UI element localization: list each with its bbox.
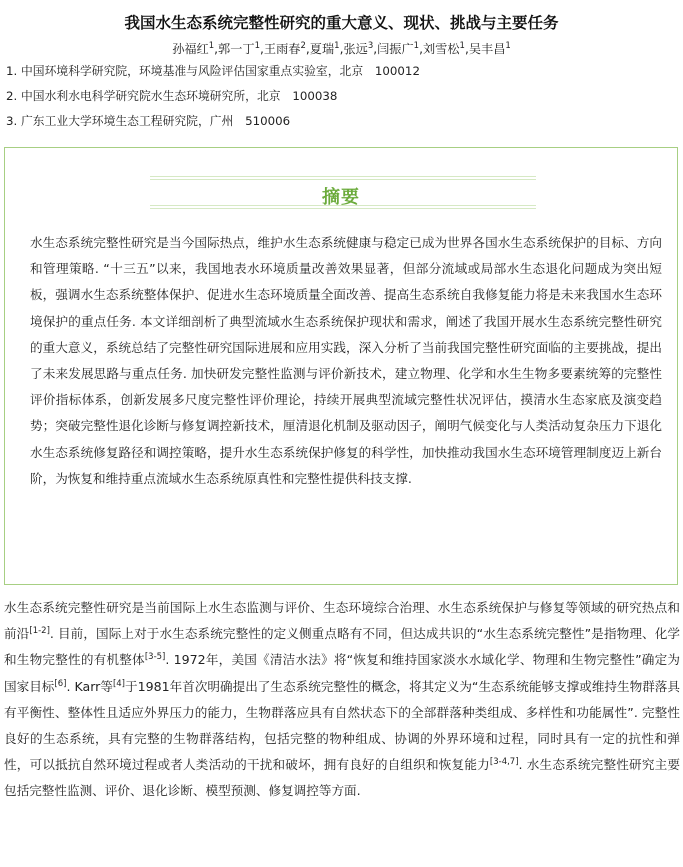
abstract-heading: 摘要: [322, 187, 360, 208]
abstract-text: 水生态系统完整性研究是当今国际热点，维护水生态系统健康与稳定已成为世界各国水生态系统保护的目标、方向和管理策略. “十三五”以来，我国地表水环境质量改善效果显著，但部分流域或局部水生态退化问题成为突出短板，强调水生态系统整体保护、促进水生态环境质量全面改善、提高生态系统自我修复能力将是未来我国水生态环境保护的重点任务. 本文详细剖析了典型流域水生态系统保护现状和需求，阐述了我国开展水生态系统完整性研究的重大意义，系统总结了完整性研究国际进展和应用实践，深入分析了当前我国完整性研究面临的主要挑战，提出了未来发展思路与重点任务. 加快研发完整性监测与评价新技术，建立物理、化学和水生生物多要素统筹的完整性评价指标体系，创新发展多尺度完整性评价理论，持续开展典型流域完整性状况评估，摸清水生态家底及演变趋势；突破完整性退化诊断与修复调控新技术，厘清退化机制及驱动因子，阐明气候变化与人类活动复杂压力下退化水生态系统修复路径和调控策略，提升水生态系统保护修复的科学性，加快推动我国水生态环境管理制度迈上新台阶，为恢复和维持重点流域水生态系统原真性和完整性提供科技支撑.: [30, 235, 662, 486]
author-name: 吴丰昌: [468, 42, 506, 56]
author-name: 闫振广: [377, 42, 414, 56]
author-affiliation-mark: 1: [208, 40, 215, 51]
body-text: 水生态系统完整性研究是当前国际上水生态监测与评价、生态环境综合治理、水生态系统保护与修复等领域的研究热点和前沿: [4, 600, 680, 642]
author-name: 夏瑞: [309, 42, 335, 56]
body-text: . Karr等: [66, 678, 113, 694]
author-name: 王雨春: [263, 42, 301, 56]
author-separator: ,: [419, 42, 423, 56]
author-name: 孙福红: [172, 42, 209, 56]
author-separator: ,: [305, 42, 310, 56]
author-affiliation-mark: 1: [413, 40, 420, 51]
abstract-divider: [150, 176, 536, 177]
affiliation-list: [0, 59, 683, 134]
author-list: [0, 39, 683, 59]
affiliation-1: 1. 中国环境科学研究院，环境基准与风险评估国家重点实验室，北京 100012: [6, 64, 420, 78]
author-separator: ,: [214, 42, 219, 56]
body-text: . 1972年，美国《清洁水法》将“恢复和维持国家淡水水域化学、物理和生物完整性”确定为国家目标: [4, 652, 681, 694]
author-affiliation-mark: 1: [254, 40, 261, 51]
paper-title: 我国水生态系统完整性研究的重大意义、现状、挑战与主要任务: [124, 14, 559, 32]
author-affiliation-mark: 2: [300, 40, 306, 51]
body-text: . 目前，国际上对于水生态系统完整性的定义侧重点略有不同，但达成共识的“水生态系统完整性”是指物理、化学和生物完整性的有机整体: [4, 626, 680, 668]
affiliation-3: 3. 广东工业大学环境生态工程研究院，广州 510006: [6, 114, 291, 128]
citation-ref[interactable]: [6]: [54, 678, 67, 689]
author-separator: ,: [339, 42, 344, 56]
abstract-box: [4, 147, 678, 585]
author-separator: ,: [373, 42, 378, 56]
author-affiliation-mark: 1: [334, 40, 340, 51]
citation-ref[interactable]: [3-4,7]: [489, 757, 519, 768]
abstract-header: [5, 148, 677, 208]
citation-ref[interactable]: [4]: [112, 678, 125, 689]
citation-ref[interactable]: [1-2]: [29, 626, 50, 637]
body-paragraph: [4, 595, 680, 805]
author-separator: ,: [464, 42, 469, 56]
author-affiliation-mark: 1: [505, 40, 511, 51]
author-name: 刘雪松: [422, 42, 460, 56]
author-affiliation-mark: 3: [367, 40, 374, 51]
author-separator: ,: [260, 42, 264, 56]
author-name: 张远: [343, 42, 368, 56]
abstract-divider: [150, 179, 536, 180]
body-text: . 水生态系统完整性研究主要包括完整性监测、评价、退化诊断、模型预测、修复调控等方面.: [4, 757, 680, 799]
author-affiliation-mark: 1: [459, 40, 465, 51]
author-name: 郭一丁: [218, 42, 255, 56]
body-text: 于1981年首次明确提出了生态系统完整性的概念，将其定义为“生态系统能够支撑或维持生物群落具有平衡性、整体性且适应外界压力的能力，生物群落应具有自然状态下的全部群落种类组成、多样性和功能属性”. 完整性良好的生态系统，具有完整的生物群落结构，包括完整的物种组成、协调的外界环境和过程，同时具有一定的抗性和弹性，可以抵抗自然环境过程或者人类活动的干扰和破坏，拥有良好的自组织和恢复能力: [4, 678, 680, 773]
citation-ref[interactable]: [3-5]: [144, 652, 166, 663]
affiliation-2: 2. 中国水利水电科学研究院水生态环境研究所，北京 100038: [6, 89, 338, 103]
